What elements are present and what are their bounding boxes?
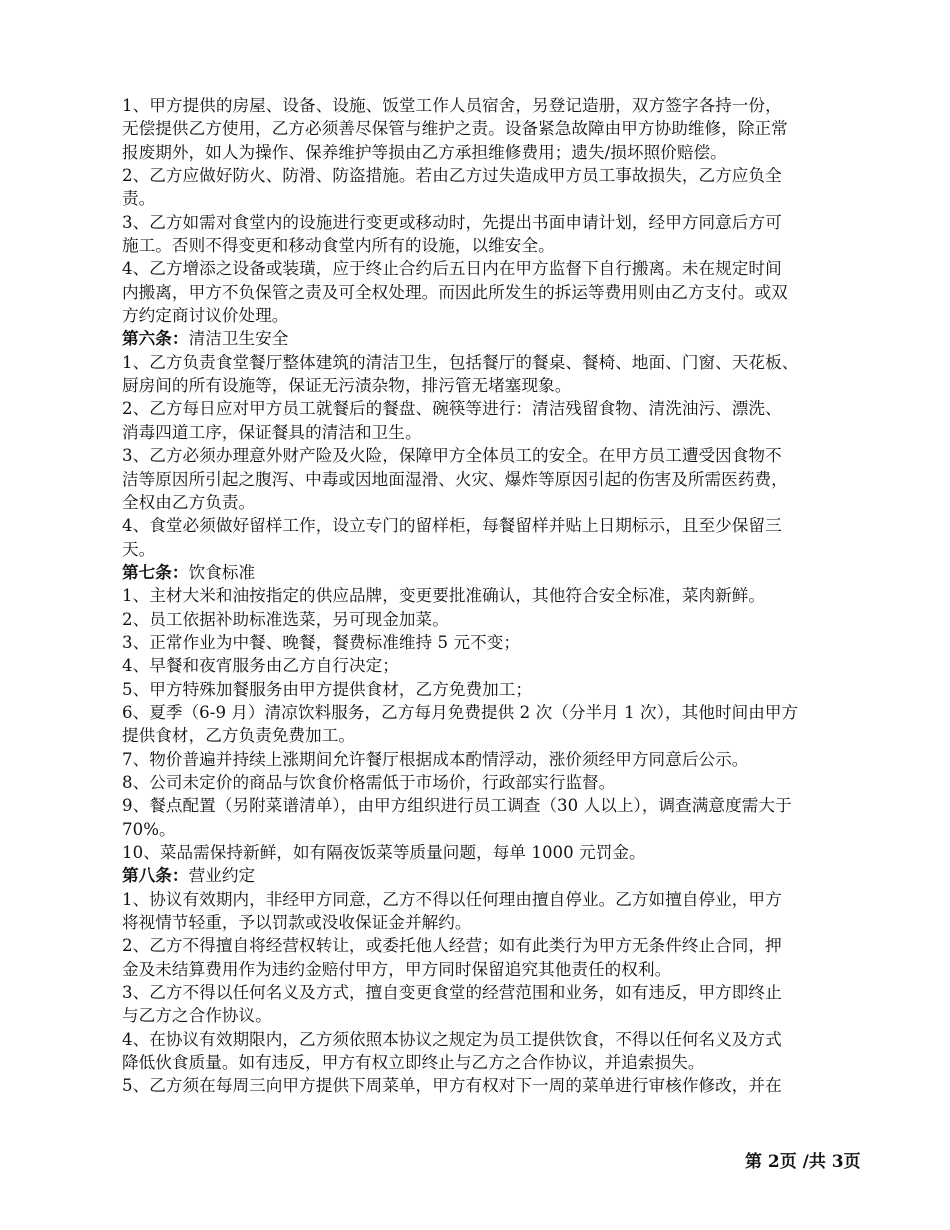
text-line (122, 514, 857, 537)
section-title: 清洁卫生安全 (188, 329, 289, 349)
text-line (122, 374, 857, 397)
text-line (122, 444, 857, 467)
text-line (122, 794, 857, 817)
text-line (122, 468, 857, 491)
line-text: 10、菜品需保持新鲜，如有隔夜饭菜等质量问题，每单 1000 元罚金。 (122, 843, 646, 862)
text-line (122, 1004, 857, 1027)
line-text: 6、夏季（6-9 月）清凉饮料服务，乙方每月免费提供 2 次（分半月 1 次），其他时间由甲方 (122, 702, 799, 722)
section-heading (122, 327, 857, 350)
section-number: 第七条： (122, 561, 189, 582)
section-heading (122, 561, 857, 584)
text-line (122, 117, 857, 140)
line-text: 与乙方之合作协议。 (122, 1006, 272, 1026)
line-text: 报废期外，如人为操作、保养维护等损由乙方承担维修费用；遗失/损坏照价赔偿。 (122, 142, 727, 162)
line-text: 提供食材，乙方负责免费加工。 (122, 726, 356, 746)
line-text: 1、乙方负责食堂餐厅整体建筑的清洁卫生，包括餐厅的餐桌、餐椅、地面、门窗、天花板、 (122, 352, 799, 372)
line-text: 3、乙方必须办理意外财产险及火险，保障甲方全体员工的安全。在甲方员工遭受因食物不 (122, 446, 782, 466)
text-line (122, 1028, 857, 1051)
text-line (122, 304, 857, 327)
text-line (122, 421, 857, 444)
text-line (122, 958, 857, 981)
line-text: 3、乙方不得以任何名义及方式，擅自变更食堂的经营范围和业务，如有违反，甲方即终止 (122, 983, 782, 1003)
text-line (122, 748, 857, 771)
text-line (122, 888, 857, 911)
line-text: 3、乙方如需对食堂内的设施进行变更或移动时，先提出书面申请计划，经甲方同意后方可 (122, 212, 782, 232)
line-text: 全权由乙方负责。 (122, 492, 256, 512)
section-number: 第六条： (122, 328, 189, 349)
line-text: 方约定商讨议价处理。 (122, 306, 289, 326)
text-line (122, 164, 857, 187)
line-text: 2、乙方不得擅自将经营权转让，或委托他人经营；如有此类行为甲方无条件终止合同，押 (122, 936, 782, 956)
line-text: 4、乙方增添之设备或装璜，应于终止合约后五日内在甲方监督下自行搬离。未在规定时间 (122, 259, 782, 279)
line-text: 8、公司未定价的商品与饮食价格需低于市场价，行政部实行监督。 (122, 772, 616, 792)
line-text: 5、乙方须在每周三向甲方提供下周菜单，甲方有权对下一周的菜单进行审核作修改，并在 (122, 1076, 782, 1096)
text-line (122, 818, 857, 841)
text-line (122, 911, 857, 934)
line-text: 将视情节轻重，予以罚款或没收保证金并解约。 (122, 913, 472, 933)
text-line (122, 771, 857, 794)
text-line (122, 397, 857, 420)
text-line (122, 1051, 857, 1074)
line-text: 无偿提供乙方使用，乙方必须善尽保管与维护之责。设备紧急故障由甲方协助维修，除正常 (122, 119, 788, 139)
line-text: 9、餐点配置（另附菜谱清单），由甲方组织进行员工调查（30 人以上），调查满意度需大于 (122, 796, 792, 816)
line-text: 1、主材大米和油按指定的供应品牌，变更要批准确认，其他符合安全标准，菜肉新鲜。 (122, 586, 766, 606)
line-text: 7、物价普遍并持续上涨期间允许餐厅根据成本酌情浮动，涨价须经甲方同意后公示。 (122, 749, 749, 769)
section-heading (122, 864, 857, 887)
line-text: 责。 (122, 189, 156, 209)
line-text: 2、乙方应做好防火、防滑、防盗措施。若由乙方过失造成甲方员工事故损失，乙方应负全 (122, 166, 782, 186)
text-line (122, 1074, 857, 1097)
line-text: 金及未结算费用作为违约金赔付甲方，甲方同时保留追究其他责任的权利。 (122, 959, 672, 979)
text-line (122, 94, 857, 117)
page-number-label: 第 2页 /共 3页 (745, 1152, 861, 1172)
text-line (122, 654, 857, 677)
text-line (122, 187, 857, 210)
text-line (122, 211, 857, 234)
text-line (122, 934, 857, 957)
text-line (122, 491, 857, 514)
line-text: 3、正常作业为中餐、晚餐，餐费标准维持 5 元不变； (122, 632, 521, 652)
line-text: 2、乙方每日应对甲方员工就餐后的餐盘、碗筷等进行：清洁残留食物、清洗油污、漂洗、 (122, 399, 782, 419)
line-text: 4、早餐和夜宵服务由乙方自行决定； (122, 656, 399, 676)
text-line (122, 257, 857, 280)
text-line (122, 631, 857, 654)
text-line (122, 981, 857, 1004)
text-line (122, 724, 857, 747)
section-title: 营业约定 (188, 866, 256, 886)
line-text: 2、员工依据补助标准选菜，另可现金加菜。 (122, 609, 449, 629)
text-line (122, 678, 857, 701)
document-body (122, 94, 857, 1098)
line-text: 内搬离，甲方不负保管之责及可全权处理。而因此所发生的拆运等费用则由乙方支付。或双 (122, 282, 788, 302)
text-line (122, 701, 857, 724)
line-text: 1、协议有效期内，非经甲方同意，乙方不得以任何理由擅自停业。乙方如擅自停业，甲方 (122, 889, 782, 909)
line-text: 降低伙食质量。如有违反，甲方有权立即终止与乙方之合作协议，并追索损失。 (122, 1053, 705, 1073)
line-text: 施工。否则不得变更和移动食堂内所有的设施，以维安全。 (122, 236, 555, 256)
section-title: 饮食标准 (188, 562, 256, 582)
text-line (122, 281, 857, 304)
line-text: 洁等原因所引起之腹泻、中毒或因地面湿滑、火灾、爆炸等原因引起的伤害及所需医药费， (122, 469, 788, 489)
line-text: 5、甲方特殊加餐服务由甲方提供食材，乙方免费加工； (122, 679, 533, 699)
line-text: 1、甲方提供的房屋、设备、设施、饭堂工作人员宿舍，另登记造册，双方签字各持一份， (122, 96, 782, 115)
line-text: 厨房间的所有设施等，保证无污渍杂物，排污管无堵塞现象。 (122, 376, 572, 396)
text-line (122, 141, 857, 164)
text-line (122, 351, 857, 374)
line-text: 天。 (122, 539, 156, 559)
page-number-footer (745, 1147, 875, 1172)
section-number: 第八条： (122, 865, 189, 886)
text-line (122, 608, 857, 631)
line-text: 70%。 (122, 819, 176, 839)
line-text: 消毒四道工序，保证餐具的清洁和卫生。 (122, 422, 422, 442)
line-text: 4、食堂必须做好留样工作，设立专门的留样柜，每餐留样并贴上日期标示，且至少保留三 (122, 516, 782, 536)
text-line (122, 538, 857, 561)
line-text: 4、在协议有效期限内，乙方须依照本协议之规定为员工提供饮食，不得以任何名义及方式 (122, 1029, 782, 1049)
text-line (122, 841, 857, 864)
text-line (122, 584, 857, 607)
text-line (122, 234, 857, 257)
